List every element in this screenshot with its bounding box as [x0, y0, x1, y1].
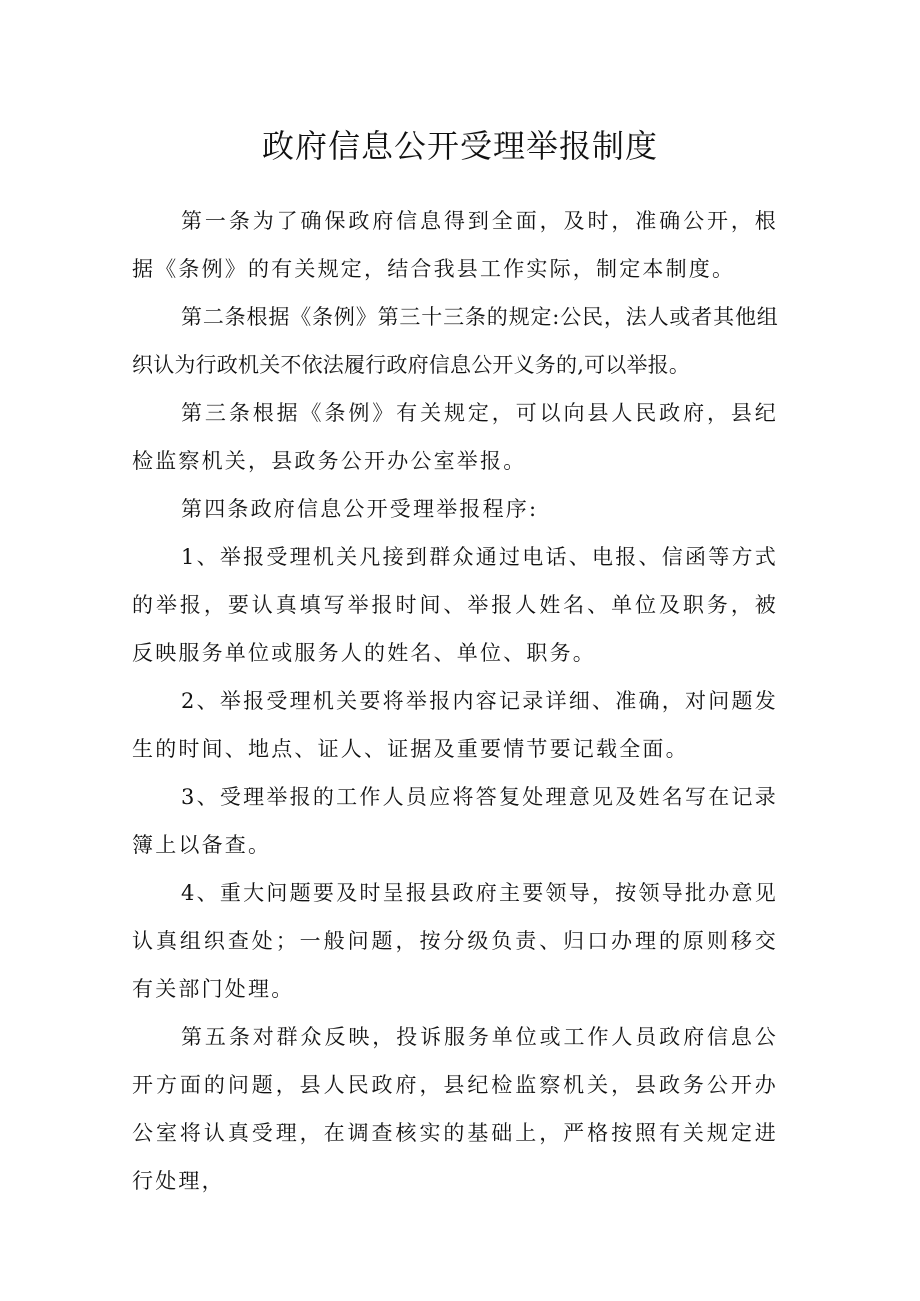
document-title: 政府信息公开受理举报制度 — [261, 127, 658, 165]
paragraph-item-2: 2、举报受理机关要将举报内容记录详细、准确，对问题发生的时间、地点、证人、证据及重要情节要记载全面。 — [132, 689, 778, 761]
paragraph-item-1: 1、举报受理机关凡接到群众通过电话、电报、信函等方式的举报，要认真填写举报时间、举报人姓名、单位及职务，被反映服务单位或服务人的姓名、单位、职务。 — [132, 545, 778, 665]
paragraph-article-4: 第四条政府信息公开受理举报程序: — [181, 497, 539, 521]
paragraph-article-3: 第三条根据《条例》有关规定，可以向县人民政府，县纪检监察机关，县政务公开办公室举报。 — [132, 401, 778, 473]
paragraph-article-1: 第一条为了确保政府信息得到全面，及时，准确公开，根据《条例》的有关规定，结合我县工作实际，制定本制度。 — [132, 209, 778, 281]
paragraph-article-5: 第五条对群众反映，投诉服务单位或工作人员政府信息公开方面的问题，县人民政府，县纪检监察机关，县政务公开办公室将认真受理，在调查核实的基础上，严格按照有关规定进行处理， — [132, 1025, 778, 1193]
document-body — [132, 197, 778, 1205]
paragraph-article-2: 第二条根据《条例》第三十三条的规定:公民，法人或者其他组织认为行政机关不依法履行政府信息公开义务的,可以举报。 — [132, 305, 778, 377]
paragraph-item-4: 4、重大问题要及时呈报县政府主要领导，按领导批办意见认真组织查处；一般问题，按分级负责、归口办理的原则移交有关部门处理。 — [132, 881, 778, 1001]
paragraph-item-3: 3、受理举报的工作人员应将答复处理意见及姓名写在记录簿上以备查。 — [132, 785, 778, 857]
